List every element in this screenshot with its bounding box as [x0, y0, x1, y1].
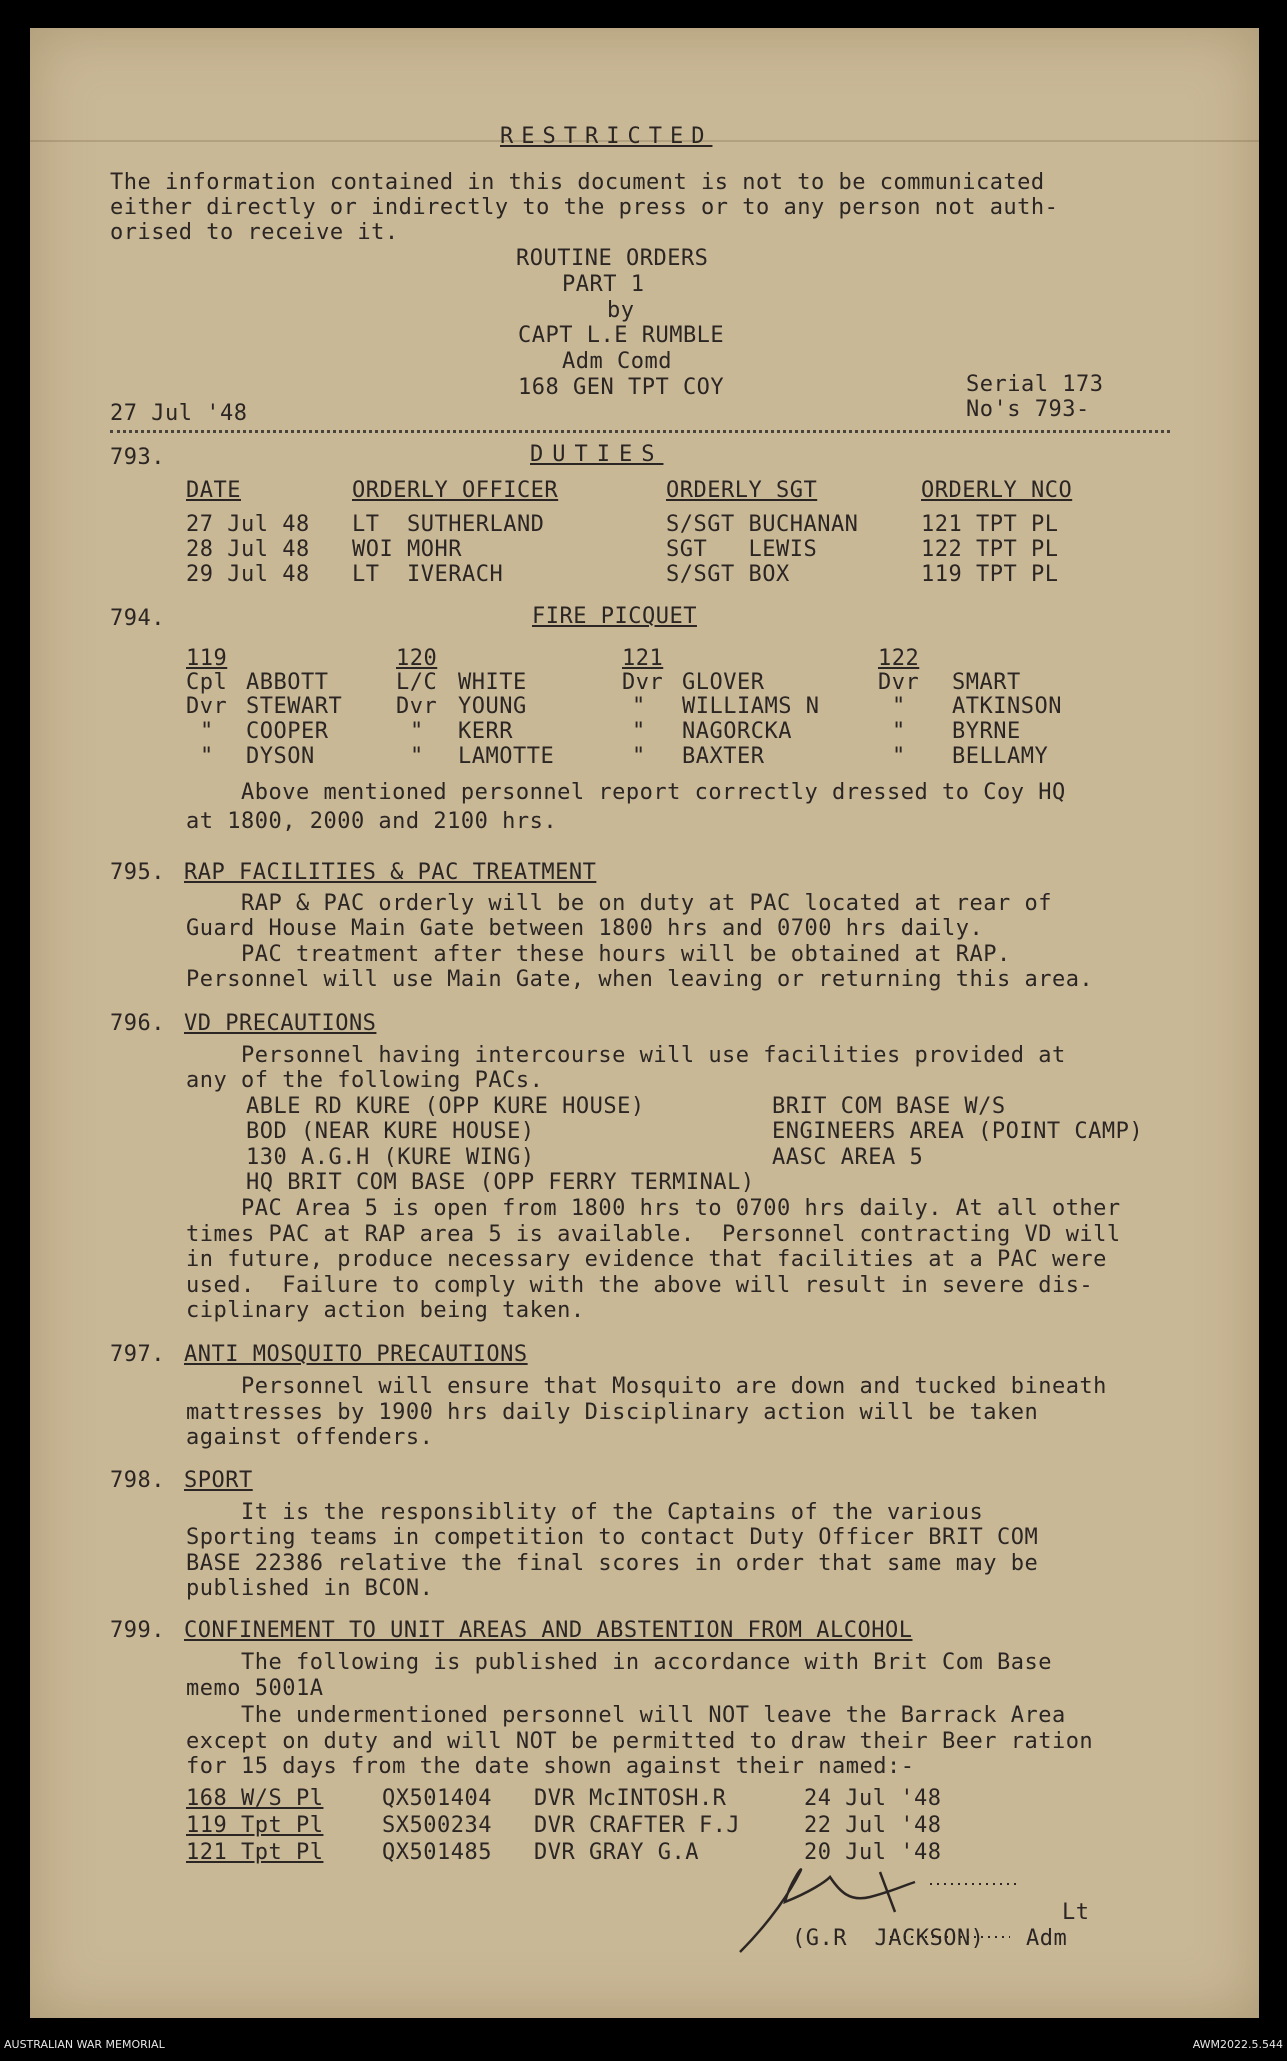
picquet-name: ATKINSON: [952, 694, 1062, 719]
picquet-name: BYRNE: [952, 719, 1021, 744]
section-793-number: 793.: [110, 445, 165, 470]
pac-location: HQ BRIT COM BASE (OPP FERRY TERMINAL): [246, 1170, 755, 1195]
footer-catalogue-number: AWM2022.5.544: [1192, 2038, 1283, 2051]
picquet-name: COOPER: [246, 719, 329, 744]
picquet-unit-121: 121: [622, 646, 664, 671]
picquet-rank: ": [632, 694, 646, 719]
pac-location: 130 A.G.H (KURE WING): [246, 1145, 535, 1170]
section-796-intro-2: any of the following PACs.: [186, 1068, 544, 1093]
picquet-rank: ": [632, 719, 646, 744]
picquet-name: KERR: [458, 719, 513, 744]
picquet-name: BAXTER: [682, 744, 765, 769]
warning-line-3: orised to receive it.: [110, 220, 399, 245]
section-794-text-2: at 1800, 2000 and 2100 hrs.: [186, 809, 558, 834]
title-unit: 168 GEN TPT COY: [518, 375, 725, 400]
duties-row-2-officer: WOI MOHR: [352, 537, 462, 562]
confinement-row-1-name: DVR McINTOSH.R: [534, 1786, 727, 1811]
section-796-text-1: PAC Area 5 is open from 1800 hrs to 0700 hrs daily. At all other: [186, 1196, 1121, 1221]
picquet-unit-119: 119: [186, 646, 228, 671]
dotted-separator: [110, 430, 1170, 433]
picquet-rank: ": [410, 744, 424, 769]
picquet-rank: ": [200, 719, 214, 744]
picquet-name: WILLIAMS N: [682, 694, 820, 719]
picquet-rank: Dvr: [186, 694, 228, 719]
picquet-rank: Dvr: [396, 694, 438, 719]
section-793-title: DUTIES: [530, 442, 664, 467]
duties-header-date: DATE: [186, 478, 241, 503]
pac-location: ENGINEERS AREA (POINT CAMP): [772, 1119, 1144, 1144]
pac-location: BOD (NEAR KURE HOUSE): [246, 1119, 535, 1144]
title-commander: CAPT L.E RUMBLE: [518, 323, 725, 348]
picquet-name: STEWART: [246, 694, 343, 719]
duties-row-2-date: 28 Jul 48: [186, 537, 310, 562]
section-795-text-2: Guard House Main Gate between 1800 hrs and 0700 hrs daily.: [186, 916, 984, 941]
duties-row-1-sgt: S/SGT BUCHANAN: [666, 512, 859, 537]
picquet-name: BELLAMY: [952, 744, 1049, 769]
picquet-rank: Dvr: [878, 670, 920, 695]
section-794-text-1: Above mentioned personnel report correctly dressed to Coy HQ: [186, 780, 1066, 805]
section-798-title: SPORT: [184, 1468, 253, 1493]
picquet-rank: ": [410, 719, 424, 744]
picquet-name: ABBOTT: [246, 670, 329, 695]
section-799-text2-3: for 15 days from the date shown against their named:-: [186, 1754, 915, 1779]
picquet-unit-120: 120: [396, 646, 438, 671]
section-797-text-1: Personnel will ensure that Mosquito are down and tucked bineath: [186, 1374, 1107, 1399]
section-795-title: RAP FACILITIES & PAC TREATMENT: [184, 860, 597, 885]
pac-location: BRIT COM BASE W/S: [772, 1094, 1006, 1119]
signature-rank: Lt: [1062, 1900, 1090, 1925]
warning-line-1: The information contained in this document is not to be communicated: [110, 170, 1045, 195]
confinement-row-3-number: QX501485: [382, 1840, 492, 1865]
duties-row-1-nco: 121 TPT PL: [921, 512, 1059, 537]
section-799-text2-1: The undermentioned personnel will NOT leave the Barrack Area: [186, 1703, 1066, 1728]
signature-name: (G.R JACKSON): [792, 1926, 985, 1951]
confinement-row-2-number: SX500234: [382, 1813, 492, 1838]
picquet-rank: Dvr: [622, 670, 664, 695]
confinement-row-2-name: DVR CRAFTER F.J: [534, 1813, 741, 1838]
pac-location: AASC AREA 5: [772, 1145, 924, 1170]
section-799-number: 799.: [110, 1618, 165, 1643]
picquet-unit-122: 122: [878, 646, 920, 671]
section-796-text-5: ciplinary action being taken.: [186, 1298, 585, 1323]
restricted-heading: RESTRICTED: [500, 124, 713, 149]
order-date: 27 Jul '48: [110, 401, 248, 426]
section-797-title: ANTI MOSQUITO PRECAUTIONS: [184, 1342, 528, 1367]
section-796-number: 796.: [110, 1011, 165, 1036]
title-routine-orders: ROUTINE ORDERS: [516, 246, 709, 271]
picquet-rank: ": [892, 694, 906, 719]
section-795-text-1: RAP & PAC orderly will be on duty at PAC located at rear of: [186, 891, 1052, 916]
confinement-row-2-date: 22 Jul '48: [804, 1813, 942, 1838]
serial-number: Serial 173: [966, 372, 1104, 397]
confinement-row-3-date: 20 Jul '48: [804, 1840, 942, 1865]
section-797-text-2: mattresses by 1900 hrs daily Disciplinary action will be taken: [186, 1400, 1039, 1425]
picquet-name: SMART: [952, 670, 1021, 695]
picquet-name: WHITE: [458, 670, 527, 695]
section-797-text-3: against offenders.: [186, 1425, 434, 1450]
confinement-row-1-unit: 168 W/S Pl: [186, 1786, 324, 1811]
title-adm-comd: Adm Comd: [562, 349, 672, 374]
section-799-title: CONFINEMENT TO UNIT AREAS AND ABSTENTION FROM ALCOHOL: [184, 1618, 913, 1643]
title-by: by: [607, 298, 635, 323]
confinement-row-3-name: DVR GRAY G.A: [534, 1840, 699, 1865]
picquet-rank: Cpl: [186, 670, 228, 695]
section-796-text-3: in future, produce necessary evidence that facilities at a PAC were: [186, 1247, 1107, 1272]
section-798-text-1: It is the responsiblity of the Captains of the various: [186, 1500, 984, 1525]
section-796-title: VD PRECAUTIONS: [184, 1011, 377, 1036]
footer-archive-name: AUSTRALIAN WAR MEMORIAL: [4, 2038, 165, 2051]
confinement-row-1-date: 24 Jul '48: [804, 1786, 942, 1811]
order-numbers: No's 793-: [966, 397, 1090, 422]
section-794-number: 794.: [110, 606, 165, 631]
signature-role: Adm: [1026, 1926, 1068, 1951]
section-797-number: 797.: [110, 1342, 165, 1367]
duties-row-2-nco: 122 TPT PL: [921, 537, 1059, 562]
warning-line-2: either directly or indirectly to the press or to any person not auth-: [110, 195, 1059, 220]
section-796-intro-1: Personnel having intercourse will use facilities provided at: [186, 1043, 1066, 1068]
section-795-text-4: Personnel will use Main Gate, when leaving or returning this area.: [186, 967, 1094, 992]
duties-row-1-officer: LT SUTHERLAND: [352, 512, 545, 537]
confinement-row-1-number: QX501404: [382, 1786, 492, 1811]
section-795-number: 795.: [110, 860, 165, 885]
duties-row-3-sgt: S/SGT BOX: [666, 562, 790, 587]
duties-header-officer: ORDERLY OFFICER: [352, 478, 559, 503]
section-798-text-2: Sporting teams in competition to contact Duty Officer BRIT COM: [186, 1525, 1039, 1550]
section-794-title: FIRE PICQUET: [532, 604, 697, 629]
picquet-rank: ": [200, 744, 214, 769]
duties-row-3-date: 29 Jul 48: [186, 562, 310, 587]
duties-row-3-officer: LT IVERACH: [352, 562, 504, 587]
section-799-text1-1: The following is published in accordance with Brit Com Base: [186, 1650, 1052, 1675]
picquet-name: DYSON: [246, 744, 315, 769]
section-795-text-3: PAC treatment after these hours will be obtained at RAP.: [186, 942, 1011, 967]
confinement-row-3-unit: 121 Tpt Pl: [186, 1840, 324, 1865]
confinement-row-2-unit: 119 Tpt Pl: [186, 1813, 324, 1838]
section-799-text2-2: except on duty and will NOT be permitted to draw their Beer ration: [186, 1729, 1094, 1754]
picquet-name: GLOVER: [682, 670, 765, 695]
picquet-name: NAGORCKA: [682, 719, 792, 744]
section-798-text-3: BASE 22386 relative the final scores in order that same may be: [186, 1551, 1039, 1576]
section-798-text-4: published in BCON.: [186, 1576, 434, 1601]
picquet-name: LAMOTTE: [458, 744, 555, 769]
picquet-rank: ": [892, 719, 906, 744]
picquet-rank: L/C: [396, 670, 438, 695]
duties-header-nco: ORDERLY NCO: [921, 478, 1073, 503]
duties-row-2-sgt: SGT LEWIS: [666, 537, 818, 562]
pac-location: ABLE RD KURE (OPP KURE HOUSE): [246, 1094, 645, 1119]
duties-row-1-date: 27 Jul 48: [186, 512, 310, 537]
section-798-number: 798.: [110, 1468, 165, 1493]
picquet-name: YOUNG: [458, 694, 527, 719]
picquet-rank: ": [892, 744, 906, 769]
duties-row-3-nco: 119 TPT PL: [921, 562, 1059, 587]
picquet-rank: ": [632, 744, 646, 769]
title-part: PART 1: [562, 272, 645, 297]
section-796-text-4: used. Failure to comply with the above will result in severe dis-: [186, 1273, 1094, 1298]
duties-header-sgt: ORDERLY SGT: [666, 478, 818, 503]
section-796-text-2: times PAC at RAP area 5 is available. Personnel contracting VD will: [186, 1222, 1121, 1247]
section-799-text1-2: memo 5001A: [186, 1676, 324, 1701]
